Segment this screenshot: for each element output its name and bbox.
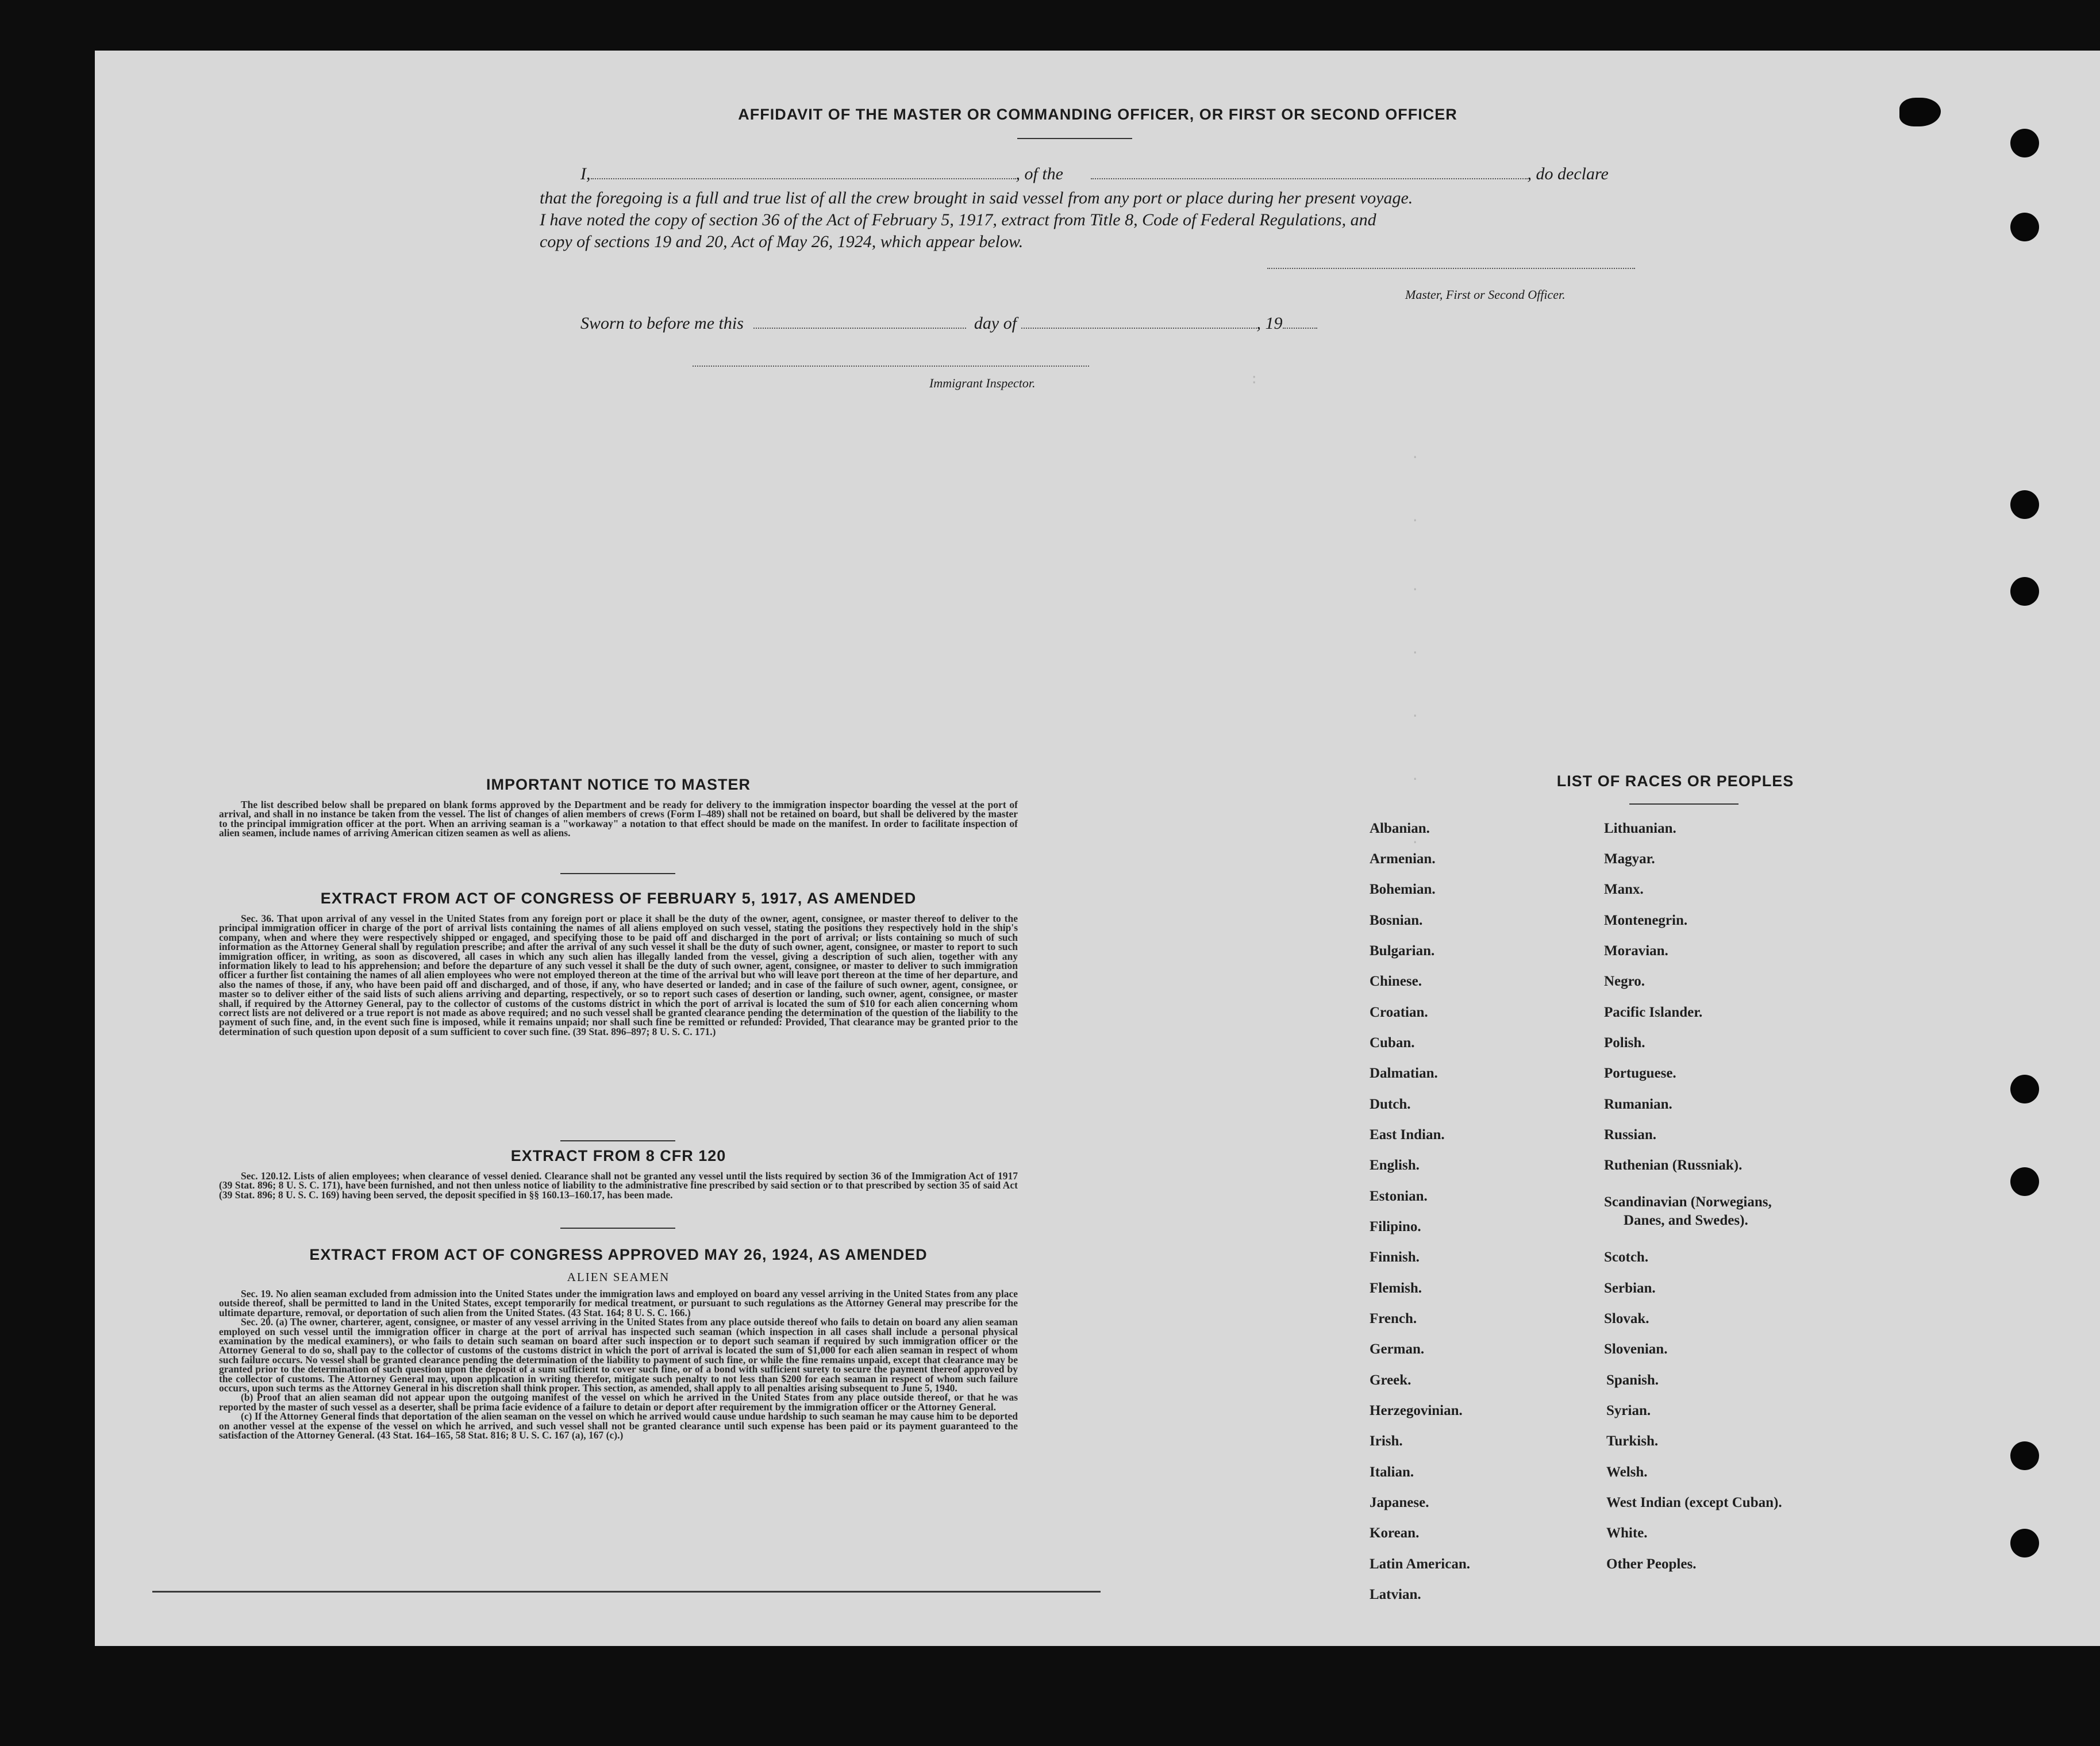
extract-1917-text (219, 914, 1018, 1036)
race-item: Chinese. (1370, 974, 1422, 989)
race-item: Scandinavian (Norwegians, (1604, 1194, 1772, 1210)
extract-cfr-text (219, 1171, 1018, 1199)
race-item: Serbian. (1604, 1280, 1656, 1296)
race-item: Magyar. (1604, 851, 1655, 867)
title-divider (1017, 138, 1132, 139)
sworn-month-blank[interactable] (1021, 328, 1257, 329)
inspector-signature-line[interactable] (693, 366, 1089, 367)
extract-1924-text (219, 1289, 1018, 1440)
inspector-label: Immigrant Inspector. (929, 376, 1036, 390)
race-item: Greek. (1370, 1372, 1411, 1388)
notice-paragraph: The list described below shall be prepared on blank forms approved by the Department and be ready for delivery to the immigration inspector boarding the vessel at the port of arrival, and shall in no instance be taken from the vessel. The list of changes of alien members of crews (Form I–489) shall not be retained on board, but shall be delivered by the master to the principal immigration officer at the port. When an arriving seaman is a "workaway" a notation to that effect should be made on the manifest. In order to facilitate inspection of alien seamen, include names of arriving American citizen seamen as well as aliens. (219, 799, 1018, 839)
extract-1924-subtitle: ALIEN SEAMEN (567, 1270, 670, 1284)
race-item: Scotch. (1604, 1249, 1649, 1265)
name-blank[interactable] (591, 178, 1016, 179)
race-item: Montenegrin. (1604, 913, 1688, 928)
race-item: Syrian. (1606, 1403, 1651, 1418)
race-item: Irish. (1370, 1433, 1403, 1449)
races-title: LIST OF RACES OR PEOPLES (1556, 772, 1794, 790)
race-item: Bulgarian. (1370, 943, 1435, 959)
races-divider (1629, 803, 1739, 805)
master-signature-line[interactable] (1267, 268, 1635, 269)
extract-1924-sec20b: (b) Proof that an alien seaman did not appear upon the outgoing manifest of the vessel on which he arrived in the United States from any place outside thereof, or that he was reported by the master of such vessel as a deserter, shall be prima facie evidence of a failure to detain or deport after requirement by the immigration officer or the Attorney General. (219, 1391, 1018, 1413)
document-page: : . . . . . . . AFFIDAVIT OF THE MASTER OR COMMANDING OFFICER, OR FIRST OR SECOND OFFICER I, , of the , do declare that the foregoing is a full and true list of all the crew brought in said vessel from any port or place during her present voyage. I have noted the copy of section 36 of the Act of February 5, 1917, extract from Title 8, Code of Federal Regulations, and copy of sections 19 and 20, Act of May 26, 1924, which appear below. Master, First or Second Officer. Sworn to before me this day of , 19 Immigrant Inspector. IMPORTANT NOTICE TO MASTER The list described below shall be prepared on blank forms approved by the Department and be ready for delivery to the immigration inspector boarding the vessel at the port of arrival, and shall in no instance be taken from the vessel. The list of changes of alien members of crews (Form I–489) shall not be retained on board, but shall be delivered by the master to the principal immigration officer at the port. When an arriving seaman is a "workaway" a notation to that effect should be made on the manifest. In order to facilitate inspection of alien seamen, include names of arriving American citizen seamen as well as aliens. EXTRACT FROM ACT OF CONGRESS OF FEBRUARY 5, 1917, AS AMENDED Sec. 36. That upon arrival of any vessel in the United States from any foreign port or place it shall be the duty of the owner, agent, consignee, or master thereof to deliver to the principal immigration officer in charge of the port of arrival lists containing the names of all aliens employed on such vessel, stating the positions they respectively hold in the ship's company, when and where they were respectively shipped or engaged, and specifying those to be paid off and discharged in the port of arrival; or lists containing so much of such information as the Attorney General shall by regulation prescribe; and after the arrival of any such vessel it shall be the duty of such owner, agent, consignee, or master to report to such immigration officer, in writing, as soon as discovered, all cases in which any such alien has illegally landed from the vessel, giving a description of such alien, together with any information likely to lead to his apprehension; and before the departure of any such vessel it shall be the duty of such owner, agent, consignee, or master to deliver to such immigration officer a further list containing the names of all alien employees who were not employed thereon at the time of the arrival but who will leave port thereon at the time of her departure, and also the names of those, if any, who have been paid off and discharged, and of those, if any, who have deserted or landed; and in case of the failure of such owner, agent, consignee, or master so to deliver either of the said lists of such aliens arriving and departing, respectively, or so to report such cases of desertion or landing, such owner, agent, consignee, or master shall, if required by the Attorney General, pay to the collector of customs of the customs district in which the port of arrival is located the sum of $10 for each alien concerning whom correct lists are not delivered or a true report is not made as above required; and no such vessel shall be granted clearance pending the determination of the question of the liability to the payment of such fine, and, in the event such fine is imposed, while it remains unpaid; nor shall such fine be remitted or refunded: Provided, That clearance may be granted prior to the determination of such question upon deposit of a sum sufficient to cover such fine. (39 Stat. 896–897; 8 U. S. C. 171.) EXTRACT FROM 8 CFR 120 Sec. 120.12. Lists of alien employees; when clearance of vessel denied. Clearance shall not be granted any vessel until the lists required by section 36 of the Immigration Act of 1917 (39 Stat. 896; 8 U. S. C. 171), have been furnished, and not then unless notice of liability to the administrative fine prescribed by said section or to that prescribed by section 35 of said Act (39 Stat. 896; 8 U. S. C. 169) having been served, the deposit specified in §§ 160.13–160.17, has been made. EXTRACT FROM ACT OF CONGRESS APPROVED MAY 26, 1924, AS AMENDED ALIEN SEAMEN Sec. 19. No alien seaman excluded from admission into the United States under the immigration laws and employed on board any vessel arriving in the United States from any place outside thereof, shall be permitted to land in the United States, except temporarily for medical treatment, or pursuant to such regulations as the Attorney General may prescribe for the ultimate departure, removal, or deportation of such alien from the United States. (43 Stat. 164; 8 U. S. C. 166.) Sec. 20. (a) The owner, charterer, agent, consignee, or master of any vessel arriving in the United States from any place outside thereof who fails to detain on board any alien seaman employed on such vessel until the immigration officer in charge at the port of arrival has inspected such seaman (which inspection in all cases shall include a personal physical examination by the medical examiners), or who fails to detain such seaman on board after such inspection or to deport such seaman if required by such immigration officer or the Attorney General to do so, shall pay to the collector of customs of the customs district in which the port of arrival is located the sum of $1,000 for each alien seaman in respect of whom such failure occurs. No vessel shall be granted clearance pending the determination of the liability to payment of such fine, or while the fine remains unpaid, except that clearance may be granted prior to the determination of such question upon the deposit of a sum sufficient to cover such fine, or of a bond with sufficient surety to secure the payment thereof approved by the collector of customs. The Attorney General may, upon application in writing therefor, mitigate such penalty to not less than $200 for each seaman in respect of whom such failure occurs, upon such terms as the Attorney General in his discretion shall think proper. This section, as amended, shall apply to all penalties arising subsequent to June 5, 1940. (b) Proof that an alien seaman did not appear upon the outgoing manifest of the vessel on which he arrived in the United States from any place outside thereof, or that he was reported by the master of such vessel as a deserter, shall be prima facie evidence of a failure to detain or deport after requirement by the immigration officer or the Attorney General. (c) If the Attorney General finds that deportation of the alien seaman on the vessel on which he arrived would cause undue hardship to such seaman he may cause him to be deported on another vessel at the expense of the vessel on which he arrived, and such vessel shall not be granted clearance until such expense has been paid or its payment guaranteed to the satisfaction of the Attorney General. (43 Stat. 164–165, 58 Stat. 816; 8 U. S. C. 167 (a), 167 (c).) LIST OF RACES OR PEOPLES Albanian. Armenian. Bohemian. Bosnian. Bulgarian. Chinese. Croatian. Cuban. Dalmatian. Dutch. East Indian. English. Estonian. Filipino. Finnish. Flemish. French. German. Greek. Herzegovinian. Irish. Italian. Japanese. Korean. Latin American. Latvian. Lithuanian. Magyar. Manx. Montenegrin. Moravian. Negro. Pacific Islander. Polish. Portuguese. Rumanian. Russian. Ruthenian (Russniak). Scandinavian (Norwegians, Danes, and Swedes). Scotch. Serbian. Slovak. Slovenian. Spanish. Syrian. Turkish. Welsh. West Indian (except Cuban). White. Other Peoples. (95, 51, 2100, 1646)
race-item: Bohemian. (1370, 882, 1436, 897)
race-item: Finnish. (1370, 1249, 1420, 1265)
extract-1924-sec19: Sec. 19. No alien seaman excluded from admission into the United States under the immigration laws and employed on board any vessel arriving in the United States from any place outside thereof, shall be permitted to land in the United States, except temporarily for medical treatment, or pursuant to such regulations as the Attorney General may prescribe for the ultimate departure, removal, or deportation of such alien from the United States. (43 Stat. 164; 8 U. S. C. 166.) (219, 1288, 1018, 1318)
notice-text (219, 800, 1018, 838)
notice-title: IMPORTANT NOTICE TO MASTER (486, 776, 751, 793)
race-item: Portuguese. (1604, 1066, 1676, 1081)
affidavit-body-4: copy of sections 19 and 20, Act of May 26, 1924, which appear below. (540, 232, 1024, 251)
race-item: Negro. (1604, 974, 1645, 989)
race-item: Spanish. (1606, 1372, 1659, 1388)
sworn-date-blank[interactable] (753, 328, 966, 329)
punch-hole-icon (2010, 1529, 2039, 1557)
race-item: Dalmatian. (1370, 1066, 1438, 1081)
punch-hole-icon (2010, 490, 2039, 519)
race-item: Rumanian. (1604, 1097, 1672, 1112)
race-item: Dutch. (1370, 1097, 1411, 1112)
race-item: Filipino. (1370, 1219, 1421, 1234)
sworn-prefix: Sworn to before me this (580, 314, 744, 333)
race-item: Latvian. (1370, 1587, 1421, 1602)
race-item: Polish. (1604, 1035, 1645, 1051)
sworn-day-label: day of (974, 314, 1017, 333)
race-item: Other Peoples. (1606, 1556, 1697, 1572)
race-item: Bosnian. (1370, 913, 1423, 928)
extract-1924-sec20a: Sec. 20. (a) The owner, charterer, agent, consignee, or master of any vessel arriving in the United States from any place outside thereof who fails to detain on board any alien seaman employed on such vessel until the immigration officer in charge at the port of arrival has inspected such seaman (which inspection in all cases shall include a personal physical examination by the medical examiners), or who fails to detain such seaman on board after such inspection or to deport such seaman if required by such immigration officer or the Attorney General to do so, shall pay to the collector of customs of the customs district in which the port of arrival is located the sum of $1,000 for each alien seaman in respect of whom such failure occurs. No vessel shall be granted clearance pending the determination of the liability to payment of such fine, or while the fine remains unpaid, except that clearance may be granted prior to the determination of such question upon the deposit of a sum sufficient to cover such fine, or of a bond with sufficient surety to secure the payment thereof approved by the collector of customs. The Attorney General may, upon application in writing therefor, mitigate such penalty to not less than $200 for each seaman in respect of whom such failure occurs, upon such terms as the Attorney General in his discretion shall think proper. This section, as amended, shall apply to all penalties arising subsequent to June 5, 1940. (219, 1316, 1018, 1394)
affidavit-body-3: I have noted the copy of section 36 of the Act of February 5, 1917, extract from Title 8, Code of Federal Regulations, and (540, 210, 1376, 229)
declaration-of: , of the (1016, 164, 1063, 183)
sworn-line (580, 314, 1317, 333)
race-item: Russian. (1604, 1127, 1657, 1143)
race-item: Flemish. (1370, 1280, 1422, 1296)
extract-cfr-title: EXTRACT FROM 8 CFR 120 (510, 1147, 726, 1164)
punch-hole-icon (2010, 577, 2039, 606)
race-item: White. (1606, 1525, 1648, 1541)
race-item: Turkish. (1606, 1433, 1659, 1449)
race-item: Estonian. (1370, 1189, 1428, 1204)
race-item: Lithuanian. (1604, 821, 1676, 836)
race-item: Welsh. (1606, 1464, 1648, 1480)
race-item: Latin American. (1370, 1556, 1470, 1572)
race-item: Ruthenian (Russniak). (1604, 1157, 1743, 1173)
race-item: Italian. (1370, 1464, 1414, 1480)
race-item: Pacific Islander. (1604, 1005, 1703, 1020)
master-signature-label: Master, First or Second Officer. (1405, 287, 1566, 302)
punch-hole-icon (2010, 1441, 2039, 1470)
extract-cfr-paragraph: Sec. 120.12. Lists of alien employees; when clearance of vessel denied. Clearance shall not be granted any vessel until the lists required by section 36 of the Immigration Act of 1917 (39 Stat. 896; 8 U. S. C. 171), have been furnished, and not then unless notice of liability to the administrative fine prescribed by said section or to that prescribed by section 35 of said Act (39 Stat. 896; 8 U. S. C. 169) having been served, the deposit specified in §§ 160.13–160.17, has been made. (219, 1170, 1018, 1201)
race-item: Danes, and Swedes). (1624, 1213, 1748, 1228)
sworn-year-label: , 19 (1256, 314, 1283, 333)
race-item: Cuban. (1370, 1035, 1415, 1051)
extract-1924-title: EXTRACT FROM ACT OF CONGRESS APPROVED MAY 26, 1924, AS AMENDED (309, 1246, 928, 1263)
race-item: Korean. (1370, 1525, 1420, 1541)
race-item: Moravian. (1604, 943, 1668, 959)
race-item: Slovenian. (1604, 1341, 1668, 1357)
notice-divider (560, 873, 675, 874)
race-item: Slovak. (1604, 1311, 1649, 1326)
extract-cfr-divider (560, 1228, 675, 1229)
declaration-line (580, 164, 1609, 184)
punch-hole-icon (2010, 1167, 2039, 1196)
extract-1924-sec20c: (c) If the Attorney General finds that deportation of the alien seaman on the vessel on which he arrived would cause undue hardship to such seaman he may cause him to be deported on another vessel at the expense of the vessel on which he arrived, and such vessel shall not be granted clearance until such expense has been paid or its payment guaranteed to the satisfaction of the Attorney General. (43 Stat. 164–165, 58 Stat. 816; 8 U. S. C. 167 (a), 167 (c).) (219, 1410, 1018, 1441)
race-item: Japanese. (1370, 1495, 1429, 1510)
declaration-prefix: I, (580, 164, 591, 183)
race-item: French. (1370, 1311, 1417, 1326)
punch-hole-icon (2010, 129, 2039, 157)
race-item: East Indian. (1370, 1127, 1445, 1143)
extract-1917-title: EXTRACT FROM ACT OF CONGRESS OF FEBRUARY 5, 1917, AS AMENDED (320, 890, 917, 907)
affidavit-title: AFFIDAVIT OF THE MASTER OR COMMANDING OFFICER, OR FIRST OR SECOND OFFICER (738, 106, 1457, 123)
punch-hole-icon (2010, 1075, 2039, 1103)
race-item: Albanian. (1370, 821, 1430, 836)
race-item: Herzegovinian. (1370, 1403, 1463, 1418)
extract-1917-paragraph: Sec. 36. That upon arrival of any vessel in the United States from any foreign port or place it shall be the duty of the owner, agent, consignee, or master thereof to deliver to the principal immigration officer in charge of the port of arrival lists containing the names of all aliens employed on such vessel, stating the positions they respectively hold in the ship's company, when and where they were respectively shipped or engaged, and specifying those to be paid off and discharged in the port of arrival; or lists containing so much of such information as the Attorney General shall by regulation prescribe; and after the arrival of any such vessel it shall be the duty of such owner, agent, consignee, or master to report to such immigration officer, in writing, as soon as discovered, all cases in which any such alien has illegally landed from the vessel, giving a description of such alien, together with any information likely to lead to his apprehension; and before the departure of any such vessel it shall be the duty of such owner, agent, consignee, or master to deliver to such immigration officer a further list containing the names of all alien employees who were not employed thereon at the time of the arrival but who will leave port thereon at the time of her departure, and also the names of those, if any, who have been paid off and discharged, and of those, if any, who have deserted or landed; and in case of the failure of such owner, agent, consignee, or master so to deliver either of the said lists of such aliens arriving and departing, respectively, or so to report such cases of desertion or landing, such owner, agent, consignee, or master shall, if required by the Attorney General, pay to the collector of customs of the customs district in which the port of arrival is located the sum of $10 for each alien concerning whom correct lists are not delivered or a true report is not made as above required; and no such vessel shall be granted clearance pending the determination of the question of the liability to the payment of such fine, and, in the event such fine is imposed, while it remains unpaid; nor shall such fine be remitted or refunded: Provided, That clearance may be granted prior to the determination of such question upon deposit of a sum sufficient to cover such fine. (39 Stat. 896–897; 8 U. S. C. 171.) (219, 913, 1018, 1037)
bottom-rule (152, 1591, 1101, 1593)
race-item: Armenian. (1370, 851, 1436, 867)
race-item: German. (1370, 1341, 1425, 1357)
vessel-blank[interactable] (1091, 178, 1528, 179)
declaration-suffix: , do declare (1527, 164, 1609, 183)
punch-hole-icon (2010, 213, 2039, 241)
affidavit-body-2: that the foregoing is a full and true list of all the crew brought in said vessel from any port or place during her present voyage. (540, 189, 1413, 207)
race-item: Croatian. (1370, 1005, 1428, 1020)
extract-1917-divider (560, 1140, 675, 1141)
race-item: West Indian (except Cuban). (1606, 1495, 1782, 1510)
race-item: Manx. (1604, 882, 1644, 897)
sworn-year-blank[interactable] (1283, 328, 1317, 329)
race-item: English. (1370, 1157, 1420, 1173)
